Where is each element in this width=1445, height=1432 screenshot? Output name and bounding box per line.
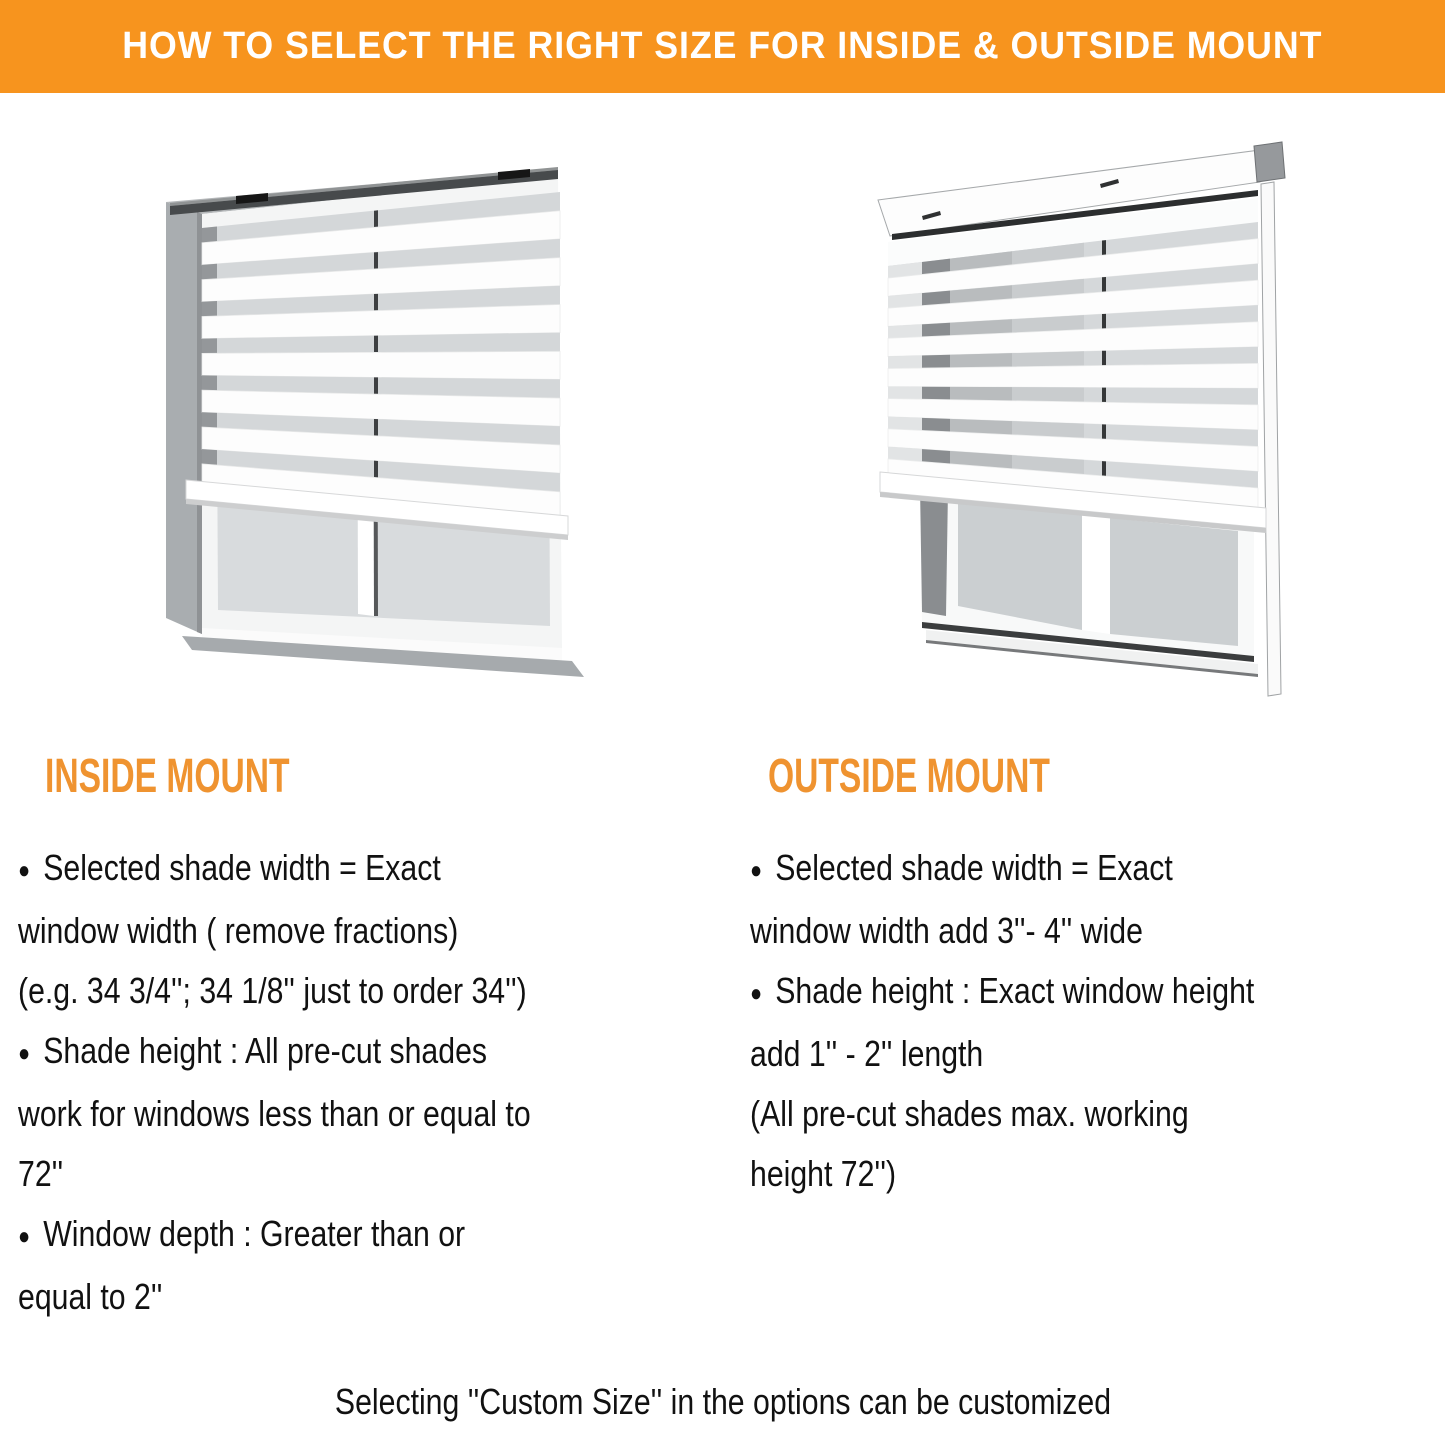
bullet-marker: ● bbox=[18, 1040, 31, 1067]
note-text: Window depth : Greater than or bbox=[43, 1213, 466, 1254]
note-line bbox=[18, 1084, 698, 1144]
note-text: Selected shade width = Exact bbox=[43, 847, 441, 888]
note-line bbox=[750, 1084, 1430, 1144]
note-line bbox=[18, 838, 698, 901]
inside-mount-window-svg bbox=[160, 148, 665, 718]
note-text: Shade height : All pre-cut shades bbox=[43, 1030, 488, 1071]
inside-mount-heading: INSIDE MOUNT bbox=[45, 750, 290, 803]
note-text: Selected shade width = Exact bbox=[775, 847, 1173, 888]
inside-mount-illustration bbox=[160, 148, 665, 718]
bullet-marker: ● bbox=[18, 857, 31, 884]
note-line bbox=[750, 838, 1430, 901]
bullet-marker: ● bbox=[18, 1223, 31, 1250]
note-line bbox=[18, 1144, 698, 1204]
note-line bbox=[750, 901, 1430, 961]
note-text: window width add 3''- 4'' wide bbox=[750, 910, 1143, 951]
bullet-marker: ● bbox=[750, 980, 763, 1007]
note-text: Shade height : Exact window height bbox=[775, 970, 1255, 1011]
bullet-marker: ● bbox=[750, 857, 763, 884]
note-line bbox=[18, 1021, 698, 1084]
note-line bbox=[750, 961, 1430, 1024]
note-line bbox=[750, 1024, 1430, 1084]
banner-title: HOW TO SELECT THE RIGHT SIZE FOR INSIDE & OUTSIDE MOUNT bbox=[122, 25, 1323, 67]
note-text: height 72'') bbox=[750, 1153, 897, 1194]
outside-mount-notes bbox=[750, 838, 1430, 1204]
outside-mount-illustration bbox=[862, 138, 1302, 728]
note-text: 72'' bbox=[18, 1153, 64, 1194]
note-text: (e.g. 34 3/4''; 34 1/8'' just to order 34'') bbox=[18, 970, 527, 1011]
custom-size-note: Selecting ''Custom Size'' in the options can be customized bbox=[334, 1381, 1111, 1422]
outside-mount-heading: OUTSIDE MOUNT bbox=[768, 750, 1050, 803]
note-text: work for windows less than or equal to bbox=[18, 1093, 531, 1134]
outside-mount-window-svg bbox=[862, 138, 1302, 728]
note-line bbox=[18, 901, 698, 961]
footer bbox=[0, 1378, 1445, 1432]
inside-mount-notes bbox=[18, 838, 698, 1327]
note-line bbox=[750, 1144, 1430, 1204]
note-text: equal to 2'' bbox=[18, 1276, 163, 1317]
note-line bbox=[18, 1267, 698, 1327]
note-line bbox=[18, 1204, 698, 1267]
note-line bbox=[18, 961, 698, 1021]
note-text: add 1'' - 2'' length bbox=[750, 1033, 984, 1074]
note-text: (All pre-cut shades max. working bbox=[750, 1093, 1189, 1134]
note-text: window width ( remove fractions) bbox=[18, 910, 459, 951]
banner bbox=[0, 0, 1445, 93]
